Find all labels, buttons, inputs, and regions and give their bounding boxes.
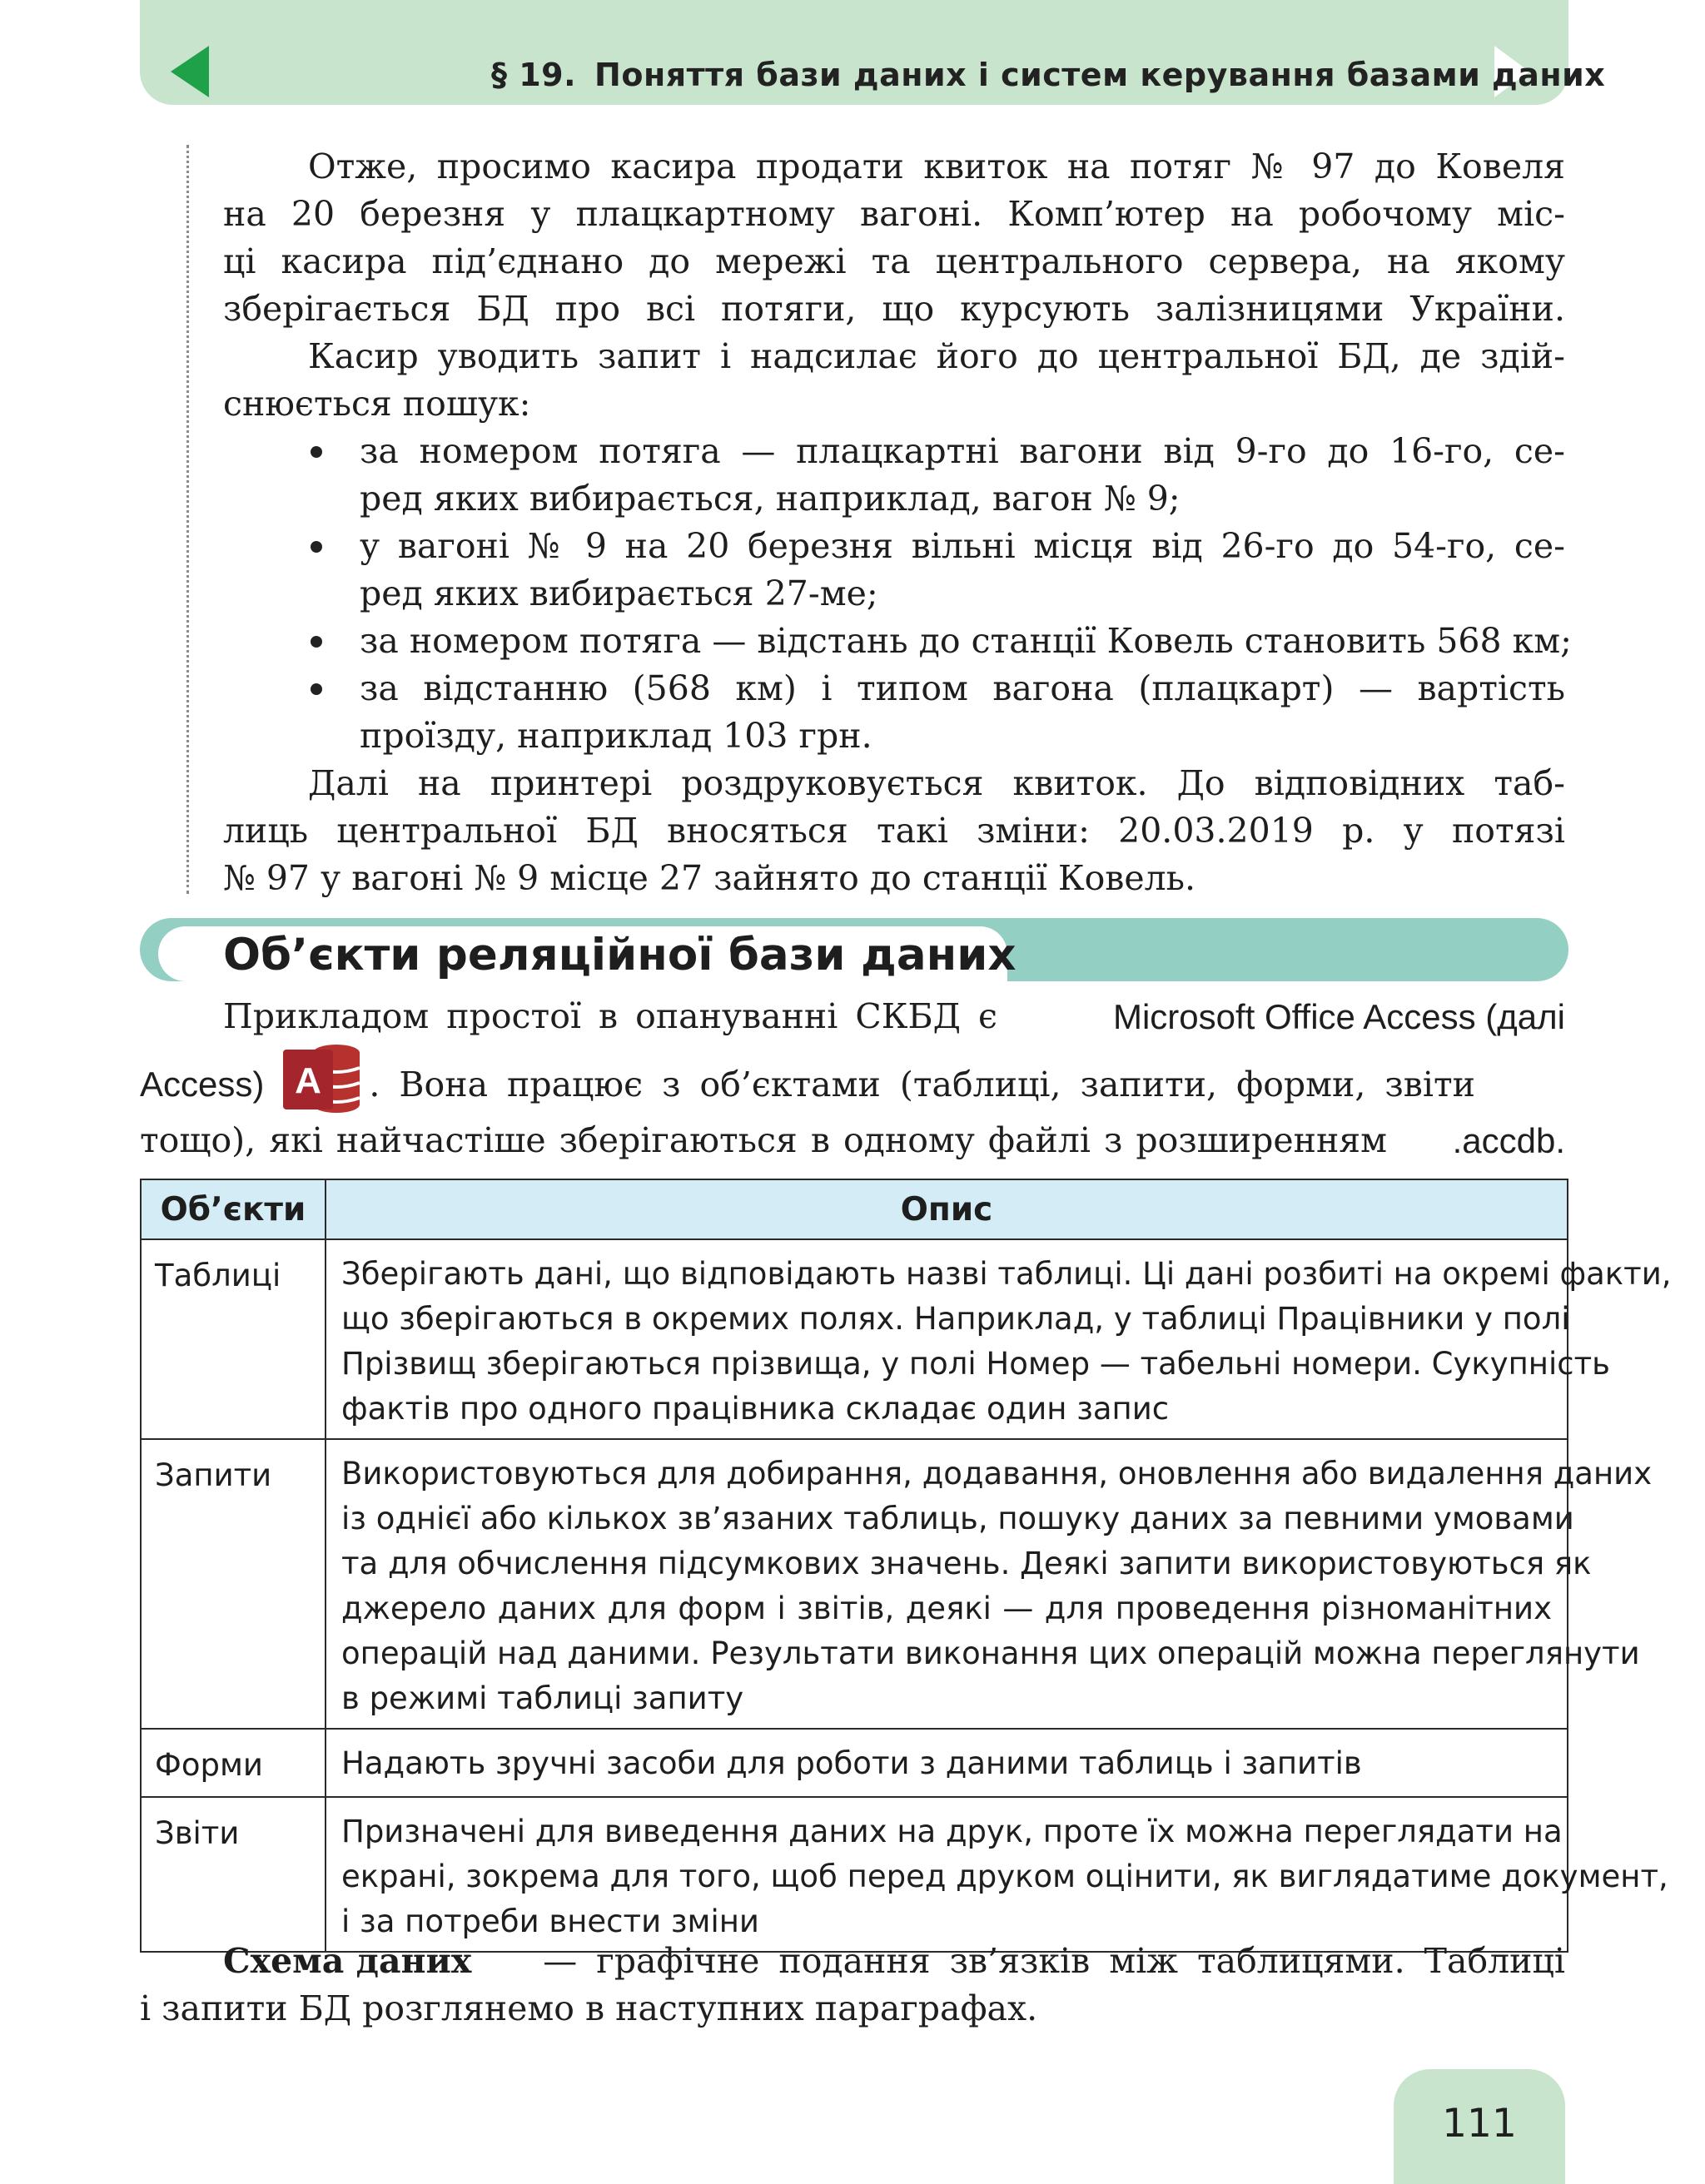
text-line: на 20 березня у плацкартному вагоні. Комп’ютер на робочому міс-: [223, 194, 1565, 234]
list-item: за відстанню (568 км) і типом вагона (плацкарт) — вартість: [360, 668, 1565, 708]
text-fragment: — графічне подання зв’язків між таблицями. Таблиці: [543, 1941, 1565, 1981]
text-line: Далі на принтері роздруковується квиток. До відповідних таб-: [308, 763, 1565, 803]
product-name: Microsoft Office Access (далі: [1112, 997, 1565, 1036]
text-line: лиць центральної БД вносяться такі зміни: 20.03.2019 р. у потязі: [223, 811, 1565, 851]
text-line: Отже, просимо касира продати квиток на потяг № 97 до Ковеля: [308, 146, 1565, 186]
table-row: [141, 1439, 1568, 1729]
bullet-icon: [311, 636, 322, 648]
description-line: фактів про одного працівника складає один запис: [341, 1391, 1170, 1427]
text-line: і запити БД розглянемо в наступних параграфах.: [140, 1988, 1038, 2028]
file-extension: .accdb.: [1452, 1121, 1565, 1160]
object-cell: [141, 1797, 326, 1952]
table-row: [141, 1797, 1568, 1952]
list-item-continuation: ред яких вибирається 27-ме;: [360, 573, 878, 613]
object-name: Запити: [155, 1457, 272, 1493]
description-line: Використовуються для добирання, додавання, оновлення або видалення даних: [341, 1456, 1653, 1492]
text-line: [223, 993, 1565, 1040]
description-line: із однієї або кількох зв’язаних таблиць, пошуку даних за певними умовами: [341, 1501, 1574, 1536]
object-name: Звіти: [155, 1815, 240, 1851]
text-line: зберігається БД про всі потяги, що курсують залізницями України.: [223, 289, 1565, 329]
margin-dotted-rule: [186, 145, 189, 894]
list-item: у вагоні № 9 на 20 березня вільні місця від 26-го до 54-го, се-: [360, 526, 1565, 566]
defined-term: Схема даних: [223, 1941, 472, 1981]
description-line: і за потреби внести зміни: [341, 1904, 759, 1939]
text-fragment: Прикладом простої в опануванні СКБД є: [223, 996, 997, 1036]
text-line: [223, 1938, 1565, 1985]
running-header: [491, 52, 1605, 98]
object-name: Форми: [155, 1747, 263, 1783]
page-number: 111: [1442, 2101, 1517, 2147]
description-cell: [326, 1239, 1672, 1439]
text-line: снюється пошук:: [223, 384, 531, 424]
list-item: за номером потяга — плацкартні вагони від 9-го до 16-го, се-: [360, 431, 1565, 471]
section-running-title: Поняття бази даних і систем керування базами даних: [594, 57, 1606, 93]
description-line: Призначені для виведення даних на друк, проте їх можна переглядати на: [341, 1814, 1563, 1849]
description-line: Надають зручні засоби для роботи з даними таблиць і запитів: [341, 1745, 1362, 1781]
description-cell: [326, 1729, 1568, 1797]
bullet-icon: [311, 683, 322, 695]
object-name: Таблиці: [155, 1258, 281, 1293]
text-line: Касир уводить запит і надсилає його до центральної БД, де здій-: [308, 336, 1565, 376]
table-row: [141, 1729, 1568, 1797]
description-line: операцій над даними. Результати виконання цих операцій можна переглянути: [341, 1636, 1640, 1671]
description-cell: [326, 1797, 1668, 1952]
description-cell: [326, 1439, 1653, 1729]
column-header-description: Опис: [326, 1179, 1568, 1239]
description-line: екрані, зокрема для того, щоб перед друком оцінити, як виглядатиме документ,: [341, 1859, 1668, 1894]
microsoft-access-icon: [281, 1041, 363, 1118]
product-short-name: Access): [140, 1065, 265, 1104]
description-line: Прізвищ зберігаються прізвища, у полі Номер — табельні номери. Сукупність: [341, 1346, 1610, 1382]
table-header-row: [141, 1179, 1568, 1239]
list-item-continuation: ред яких вибирається, наприклад, вагон № 9;: [360, 479, 1181, 519]
section-number: § 19.: [491, 57, 577, 93]
list-item: за номером потяга — відстань до станції Ковель становить 568 км;: [360, 621, 1572, 661]
bullet-icon: [311, 541, 322, 553]
text-fragment: тощо), які найчастіше зберігаються в одному файлі з розширенням: [140, 1120, 1388, 1160]
object-cell: [141, 1729, 326, 1797]
description-line: та для обчислення підсумкових значень. Деякі запити використовуються як: [341, 1546, 1592, 1581]
previous-page-arrow-icon[interactable]: [171, 46, 209, 97]
object-cell: [141, 1439, 326, 1729]
section-heading: Об’єкти реляційної бази даних: [223, 930, 1017, 980]
text-line: № 97 у вагоні № 9 місце 27 зайнято до станції Ковель.: [223, 858, 1196, 898]
description-line: Зберігають дані, що відповідають назві таблиці. Ці дані розбиті на окремі факти,: [341, 1256, 1672, 1292]
table-row: [141, 1239, 1568, 1439]
column-header-objects: Об’єкти: [141, 1179, 326, 1239]
description-line: що зберігаються в окремих полях. Наприклад, у таблиці Працівники у полі: [341, 1301, 1570, 1337]
text-line: ці касира під’єднано до мережі та центрального сервера, на якому: [223, 241, 1565, 281]
text-fragment: . Вона працює з об’єктами (таблиці, запити, форми, звіти: [369, 1065, 1475, 1104]
text-line: [140, 1117, 1565, 1164]
access-icon-letter: A: [295, 1060, 321, 1101]
object-cell: [141, 1239, 326, 1439]
bullet-icon: [311, 446, 322, 458]
description-line: джерело даних для форм і звітів, деякі — для проведення різноманітних: [341, 1591, 1552, 1626]
database-objects-table: [140, 1179, 1672, 1953]
description-line: в режимі таблиці запиту: [341, 1680, 744, 1716]
list-item-continuation: проїзду, наприклад 103 грн.: [360, 716, 872, 756]
